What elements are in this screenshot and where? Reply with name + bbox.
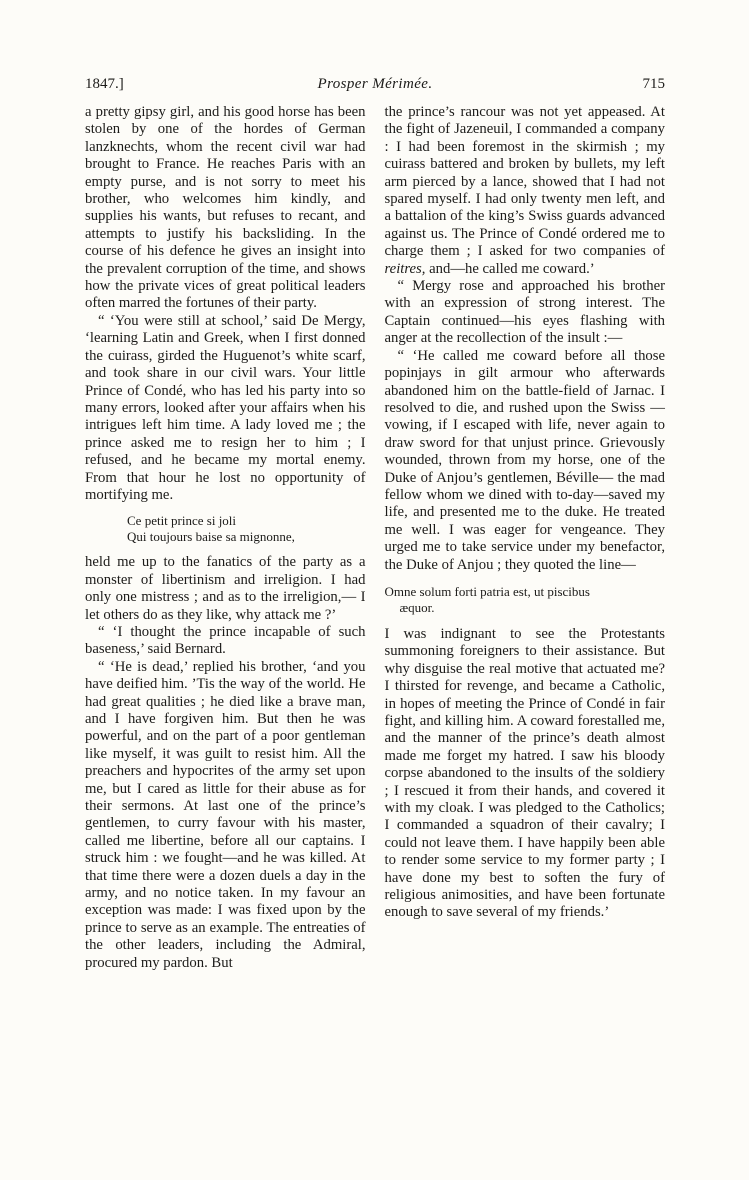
verse-quote	[127, 513, 366, 545]
body-paragraph: a pretty gipsy girl, and his good horse has been stolen by one of the hordes of German lanzknechts, whom the recent civil war had brought to France. He reaches Paris with an empty purse, and is not sorry to meet his brother, who welcomes him kindly, and supplies his wants, but refuses to recant, and attempts to justify his backsliding. In the course of his defence he gives an insight into the prevalent corruption of the time, and shows how the private vices of great political leaders often marred the fortunes of their party.	[85, 104, 366, 312]
body-paragraph: I was indignant to see the Protestants summoning foreigners to their assistance. But why disguise the real motive that actuated me? I thirsted for revenge, and became a Catholic, in hopes of meeting the Prince of Condé in fair fight, and killing him. A coward forestalled me, and the manner of the prince’s death almost made me forget my hatred. I saw his bloody corpse abandoned to the insults of the soldiery ; I rescued it from their hands, and covered it with my cloak. I was pledged to the Catholics; I commanded a squadron of their cavalry; I could not leave them. I have happily been able to render some service to my former party ; I have done my best to soften the fury of religious animosities, and have been fortunate enough to save several of my friends.’	[384, 625, 665, 921]
paragraph-text: the prince’s rancour was not yet appeased. At the fight of Jazeneuil, I commanded a company : I had been foremost in the skirmish ; my cuirass battered and broken by bullets, my left arm pierced by a lance, showed that I had not spared myself. I had only twenty men left, and a battalion of the king’s Swiss guards advanced against us. The Prince of Condé ordered me to charge them ; I asked for two companies of	[384, 104, 665, 260]
verse-line: Qui toujours baise sa mignonne,	[127, 529, 295, 545]
verse-line: Ce petit prince si joli	[127, 513, 237, 529]
body-paragraph: “ ‘He is dead,’ replied his brother, ‘and you have deified him. ’Tis the way of the world. He had great qualities ; he died like a brave man, and I have forgiven him. But then he was powerful, and on the part of a poor gentleman like myself, it was guilt to resist him. All the preachers and hypocrites of the army set upon me, but I cared as little for their abuse as for their sermons. At last one of the prince’s gentlemen, to curry favour with his master, called me libertine, before all our captains. I struck him : we fought—and he was killed. At that time there were a dozen duels a day in the army, and no notice taken. In my favour an exception was made: I was fixed upon by the prince to serve as an example. The entreaties of the other leaders, including the Admiral, procured my pardon. But	[85, 658, 366, 971]
header-year: 1847.]	[85, 76, 124, 92]
running-title: Prosper Mérimée.	[317, 76, 433, 92]
body-paragraph: “ ‘He called me coward before all those popinjays in gilt armour who afterwards abandoned him on the battle-field of Jarnac. I resolved to die, and rushed upon the Swiss —vowing, if I escaped with life, never again to draw sword for that unjust prince. Grievously wounded, thrown from my horse, one of the Duke of Anjou’s gentlemen, Béville— the mad fellow whom we dined with to-day—saved my life, and presented me to the duke. He treated me well. I was eager for vengeance. They urged me to take service under my benefactor, the Duke of Anjou ; they quoted the line—	[384, 347, 665, 573]
latin-line: Omne solum forti patria est, ut piscibus	[384, 583, 590, 599]
page-header	[85, 76, 665, 93]
latin-line: æquor.	[399, 599, 435, 615]
body-paragraph: “ ‘You were still at school,’ said De Mergy, ‘learning Latin and Greek, when I first donned the cuirass, girded the Huguenot’s white scarf, and took share in our civil wars. Your little Prince of Condé, who has led his party into so many errors, looked after your affairs when his intrigues left him time. A lady loved me ; the prince asked me to resign her to him ; I refused, and he became my mortal enemy. From that hour he lost no opportunity of mortifying me.	[85, 312, 366, 503]
italic-word: reitres,	[384, 260, 426, 277]
body-paragraph: held me up to the fanatics of the party as a monster of libertinism and irreligion. I had only one mistress ; and as to the irreligion,— I let others do as they like, why attack me ?’	[85, 554, 366, 623]
body-paragraph: “ Mergy rose and approached his brother with an expression of strong interest. The Captain continued—his eyes flashing with anger at the recollection of the insult :—	[384, 278, 665, 347]
page-number: 715	[642, 76, 665, 92]
body-paragraph: “ ‘I thought the prince incapable of such baseness,’ said Bernard.	[85, 623, 366, 658]
two-column-text-body	[85, 104, 665, 972]
paragraph-text: and—he called me coward.’	[425, 260, 595, 277]
left-column	[85, 104, 366, 972]
latin-quote	[385, 584, 666, 616]
body-paragraph	[385, 104, 666, 278]
right-column	[385, 104, 666, 972]
